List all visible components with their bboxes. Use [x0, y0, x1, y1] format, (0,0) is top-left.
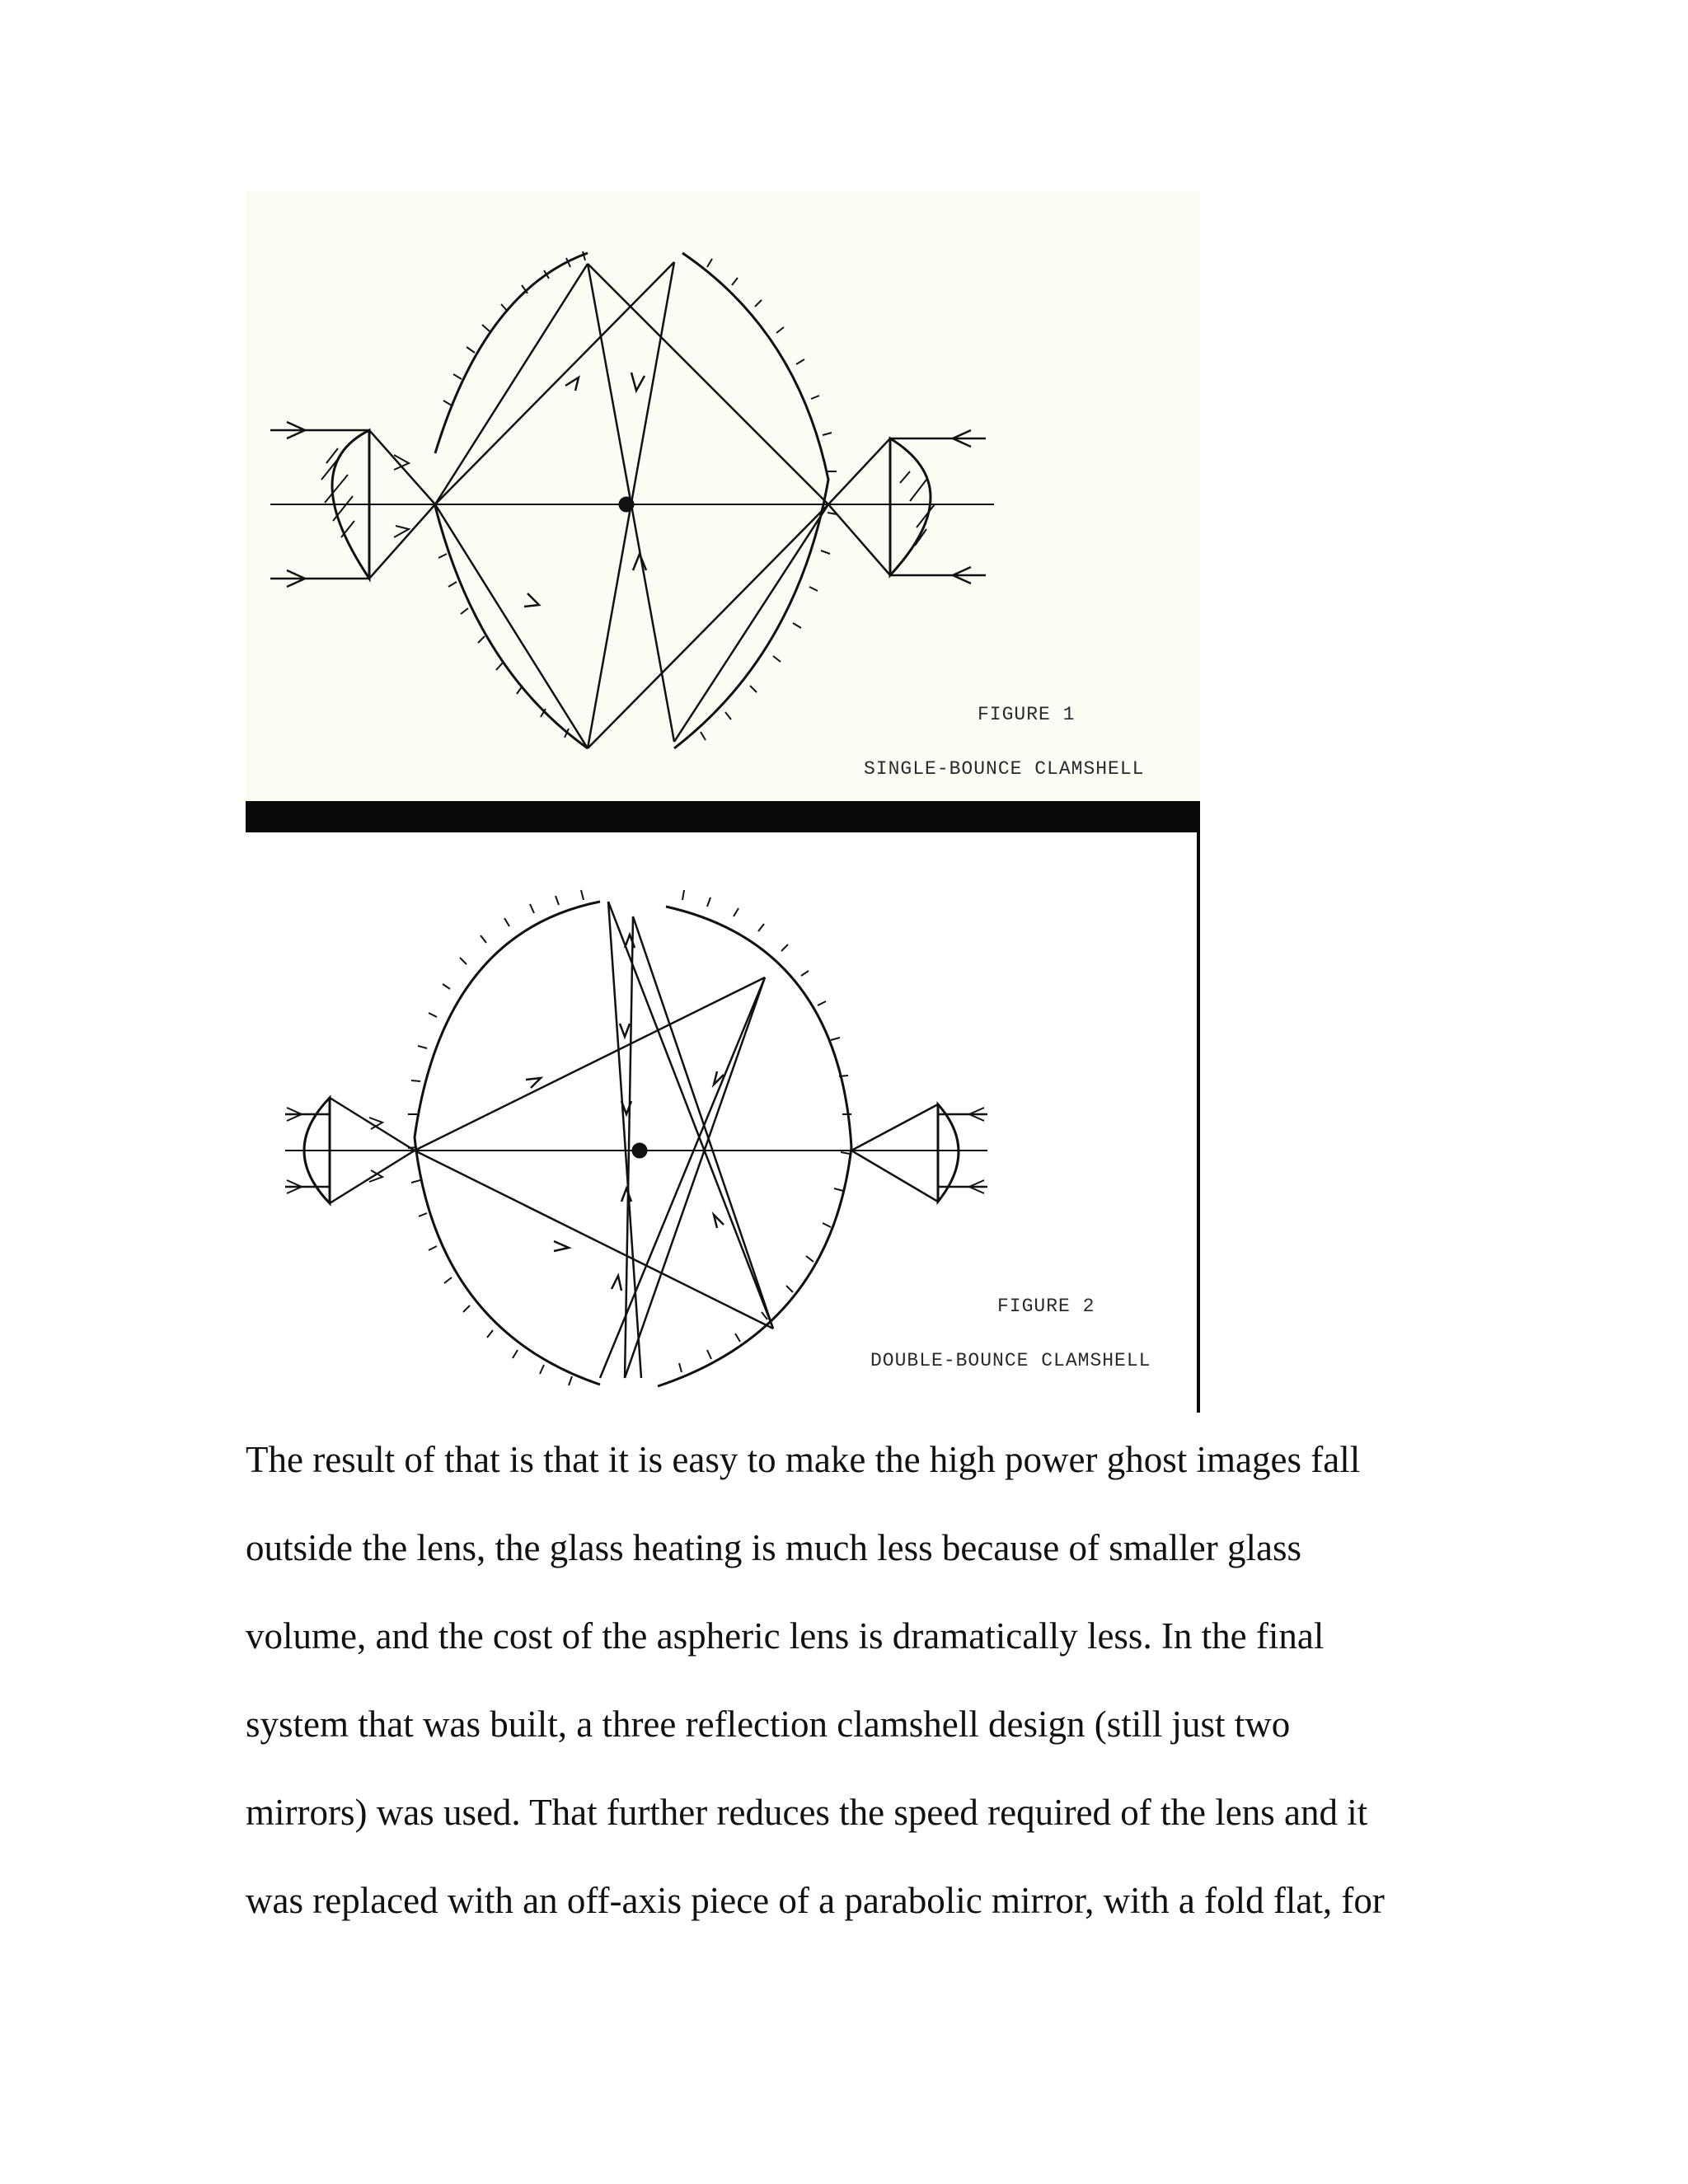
figure-1	[246, 191, 1200, 801]
left-mirror	[415, 902, 600, 1385]
focal-point	[633, 1144, 646, 1157]
figure-2-label: FIGURE 2	[997, 1296, 1095, 1317]
body-paragraph	[246, 1416, 1416, 1945]
right-mirror	[658, 907, 851, 1386]
figure-1-title: SINGLE-BOUNCE CLAMSHELL	[864, 758, 1145, 780]
figure-2-title: DOUBLE-BOUNCE CLAMSHELL	[870, 1350, 1151, 1371]
figure-2-diagram	[246, 801, 1200, 1413]
paragraph-line: outside the lens, the glass heating is much less because of smaller glass	[246, 1527, 1301, 1568]
paragraph-line: mirrors) was used. That further reduces the speed required of the lens and it	[246, 1792, 1368, 1833]
left-upper-mirror	[435, 253, 588, 453]
paragraph-line: The result of that is that it is easy to make the high power ghost images fall	[246, 1439, 1361, 1480]
figure-2	[246, 801, 1200, 1413]
figure-1-label: FIGURE 1	[978, 704, 1076, 725]
paragraph-line: was replaced with an off-axis piece of a parabolic mirror, with a fold flat, for	[246, 1880, 1385, 1921]
paragraph-line: volume, and the cost of the aspheric lens is dramatically less. In the final	[246, 1615, 1325, 1657]
right-mirror	[674, 253, 828, 748]
paragraph-line: system that was built, a three reflection clamshell design (still just two	[246, 1704, 1291, 1745]
right-lens	[890, 438, 931, 575]
